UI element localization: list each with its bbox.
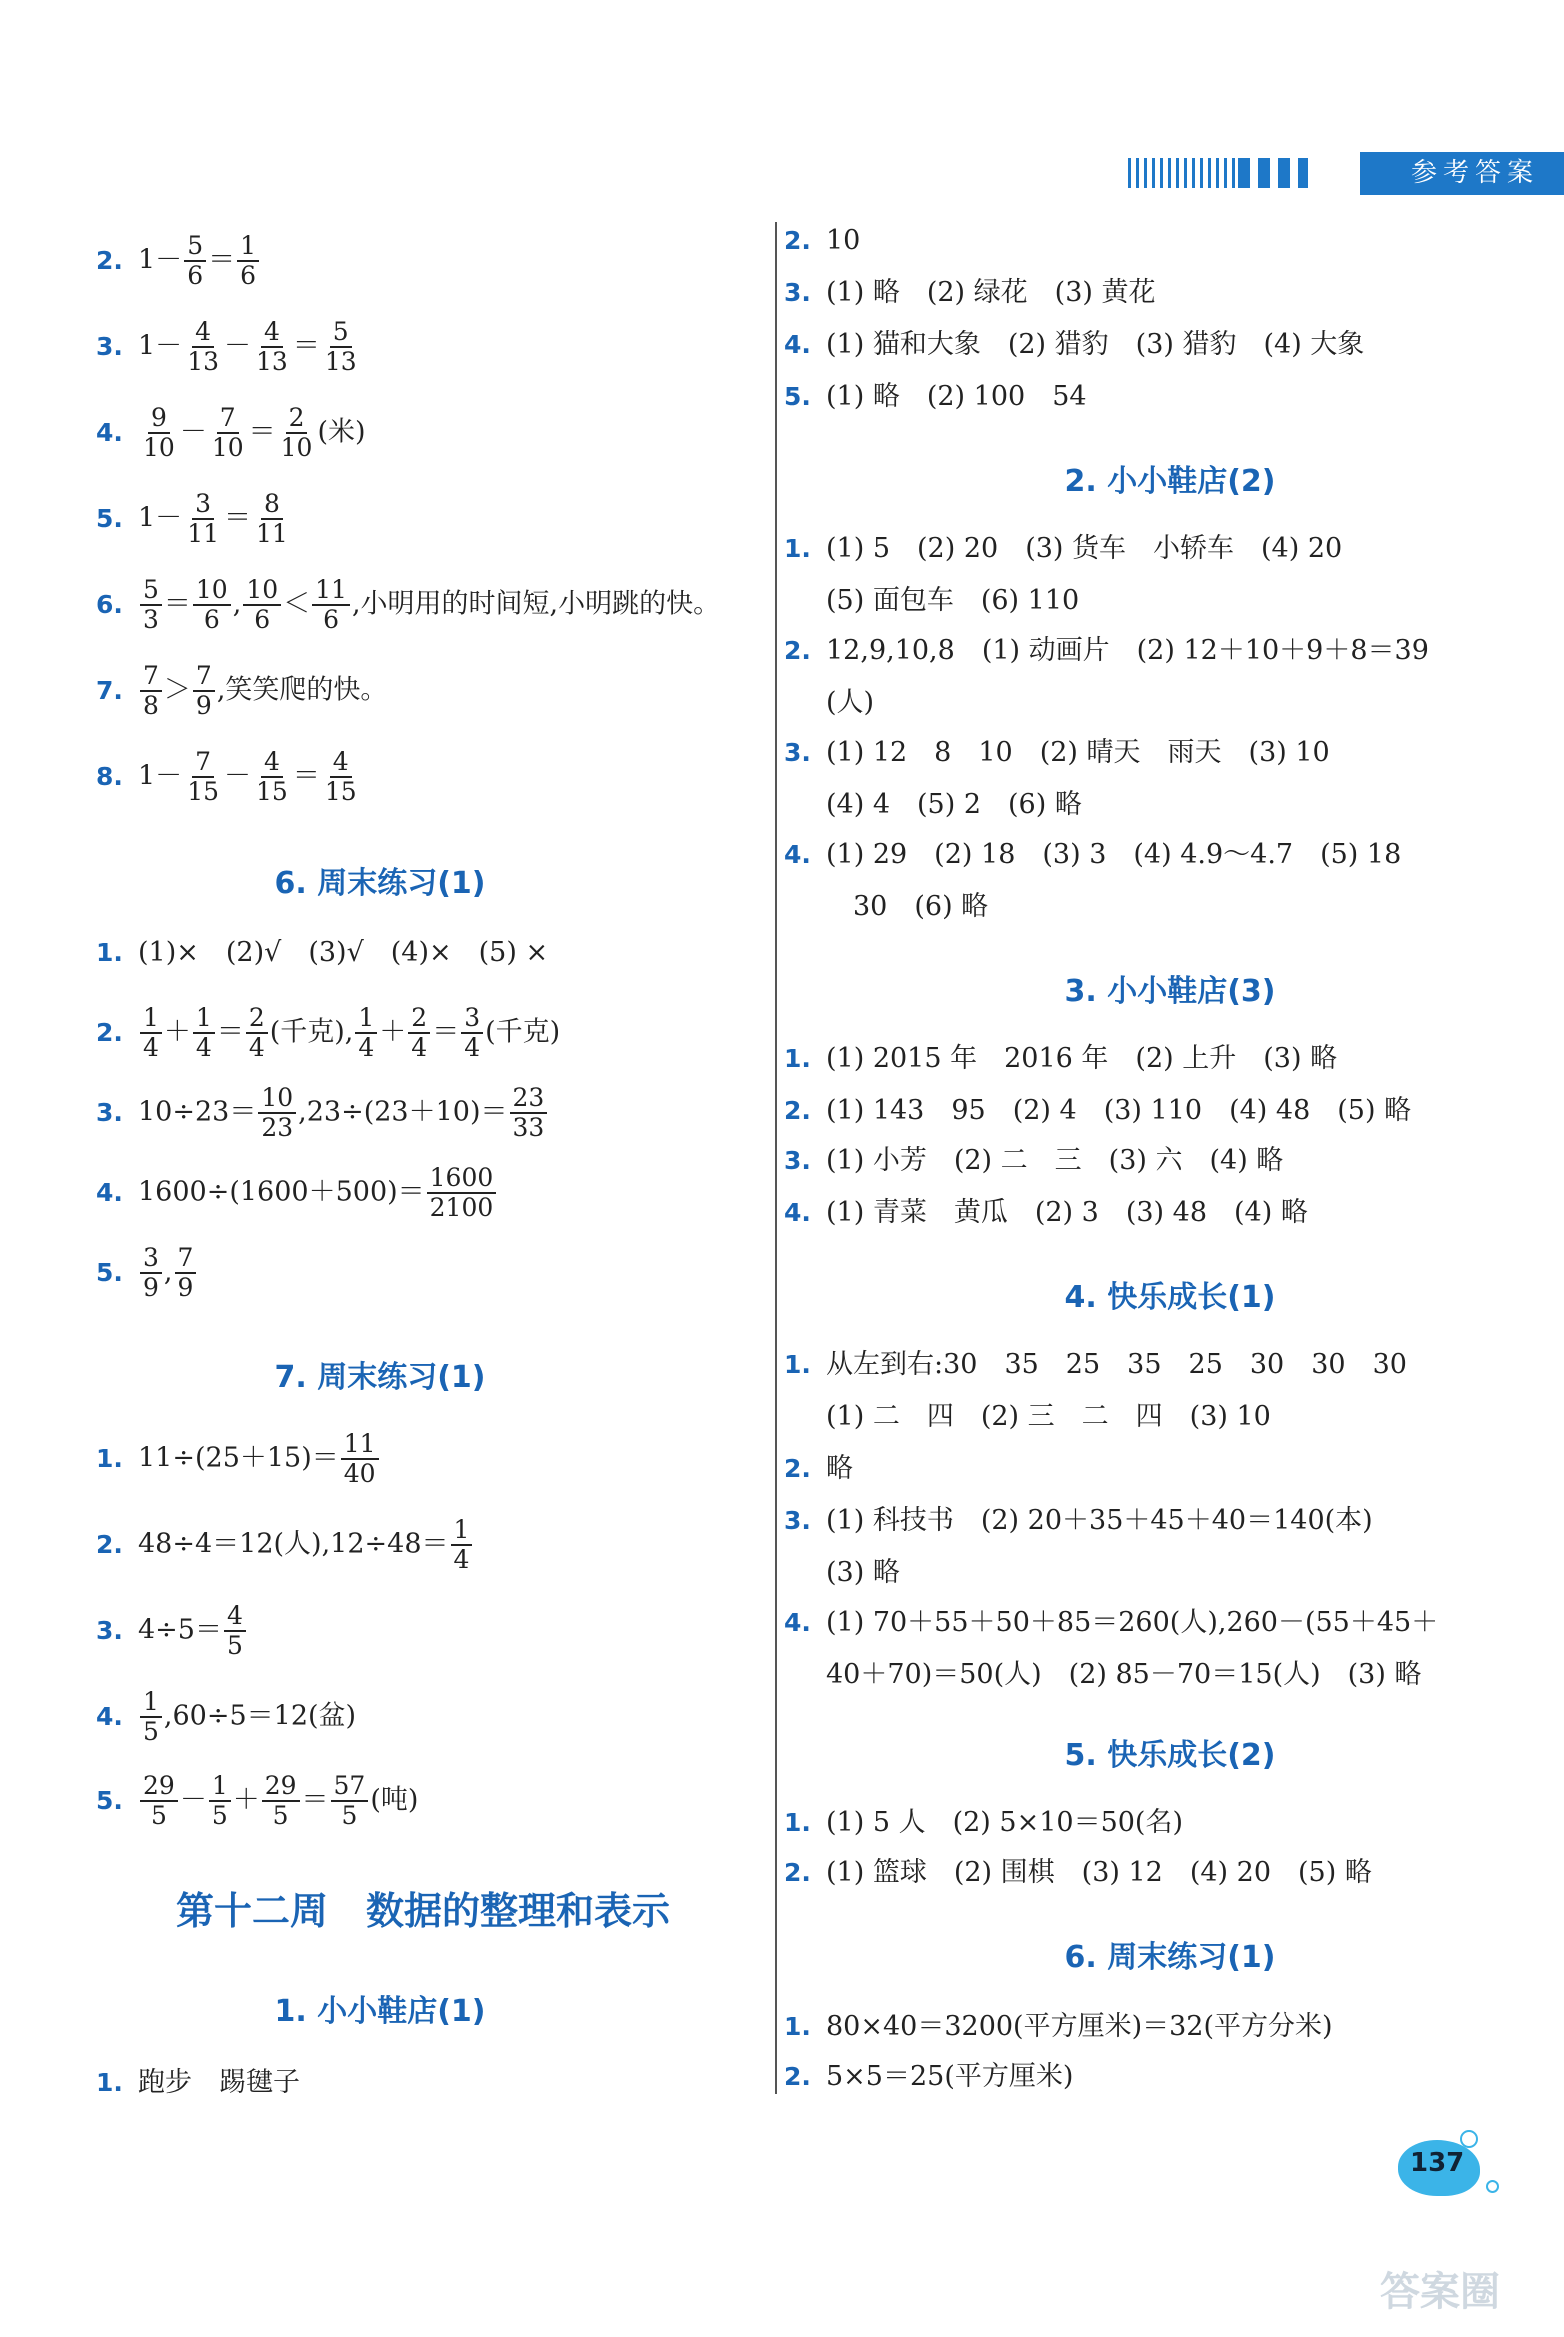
answer-item: 3. 10÷23＝ $\frac{10}{23}$ ,23÷(23＋10)＝ $\frac{23}{33}$ <box>96 1084 549 1142</box>
answer-item: (人) <box>826 687 875 718</box>
page-number-badge <box>1390 2130 1500 2200</box>
answer-item: 3. 4÷5＝ $\frac{4}{5}$ <box>96 1602 248 1660</box>
answer-item: 30 (6) 略 <box>826 891 989 922</box>
answer-item: 40＋70)＝50(人) (2) 85－70＝15(人) (3) 略 <box>826 1659 1422 1690</box>
answer-item: 1. 80×40＝3200(平方厘米)＝32(平方分米) <box>784 2011 1333 2042</box>
header-underline <box>1360 192 1564 195</box>
answer-item: 1. 11÷(25＋15)＝ $\frac{11}{40}$ <box>96 1430 381 1488</box>
page-number: 137 <box>1410 2148 1465 2178</box>
answer-item: 4. $\frac{1}{5}$ ,60÷5＝12(盆) <box>96 1687 357 1746</box>
answer-item: 3. 1－ $\frac{4}{13}$ － $\frac{4}{13}$ ＝ $\frac{5}{13}$ <box>96 317 357 376</box>
answer-item: 1. (1) 2015 年 2016 年 (2) 上升 (3) 略 <box>784 1043 1338 1074</box>
answer-item: 5. $\frac{3}{9}$ , $\frac{7}{9}$ <box>96 1244 198 1302</box>
answer-item: 3. (1) 小芳 (2) 二 三 (3) 六 (4) 略 <box>784 1145 1284 1176</box>
answer-item: 1. (1) 5 人 (2) 5×10＝50(名) <box>784 1807 1183 1838</box>
section-heading: 5. 快乐成长(2) <box>1064 1738 1276 1773</box>
section-heading: 2. 小小鞋店(2) <box>1064 464 1276 499</box>
answer-item: 5. 1－ $\frac{3}{11}$ ＝ $\frac{8}{11}$ <box>96 489 288 548</box>
answer-item: 2. 略 <box>784 1453 853 1484</box>
answer-item: 8. 1－ $\frac{7}{15}$ － $\frac{4}{15}$ ＝ $\frac{4}{15}$ <box>96 747 357 806</box>
chapter-title: 第十二周 数据的整理和表示 <box>176 1888 671 1933</box>
answer-item: 6. $\frac{5}{3}$ ＝ $\frac{10}{6}$ , $\frac{10}{6}$ ＜ $\frac{11}{6}$ ,小明用的时间短,小明跳的快。 <box>96 575 721 634</box>
answer-item: 2. (1) 143 95 (2) 4 (3) 110 (4) 48 (5) 略 <box>784 1095 1412 1126</box>
answer-item: 4. 1600÷(1600＋500)＝ $\frac{1600}{2100}$ <box>96 1164 498 1222</box>
answer-item: 1. 跑步 踢毽子 <box>96 2067 300 2098</box>
answer-item: 1. 从左到右:30 35 25 35 25 30 30 30 <box>784 1349 1407 1380</box>
answer-item: 4. (1) 猫和大象 (2) 猎豹 (3) 猎豹 (4) 大象 <box>784 329 1365 360</box>
answer-item: 5. $\frac{29}{5}$ － $\frac{1}{5}$ ＋ $\frac{29}{5}$ ＝ $\frac{57}{5}$ (吨) <box>96 1771 419 1830</box>
header-blocks <box>1238 158 1308 188</box>
answer-item: (1) 二 四 (2) 三 二 四 (3) 10 <box>826 1401 1271 1432</box>
answer-item: (4) 4 (5) 2 (6) 略 <box>826 789 1082 820</box>
answer-item: (5) 面包车 (6) 110 <box>826 585 1080 616</box>
answer-item: (3) 略 <box>826 1557 900 1588</box>
answer-item: 2. (1) 篮球 (2) 围棋 (3) 12 (4) 20 (5) 略 <box>784 1857 1372 1888</box>
bubble-icon <box>1460 2130 1478 2148</box>
answer-item: 2. 5×5＝25(平方厘米) <box>784 2061 1074 2092</box>
header-bar <box>1128 152 1564 194</box>
section-heading: 3. 小小鞋店(3) <box>1064 974 1276 1009</box>
answer-item: 1. (1)× (2)√ (3)√ (4)× (5) × <box>96 937 549 968</box>
section-heading: 6. 周末练习(1) <box>1064 1940 1276 1975</box>
answer-item: 2. $\frac{1}{4}$ ＋ $\frac{1}{4}$ ＝ $\frac{2}{4}$ (千克), $\frac{1}{4}$ ＋ $\frac{2}{4}$ ＝ $\frac{3}{4}$ (千克) <box>96 1003 561 1062</box>
answer-item: 2. 12,9,10,8 (1) 动画片 (2) 12＋10＋9＋8＝39 <box>784 635 1429 666</box>
column-divider <box>775 222 777 2094</box>
section-heading: 4. 快乐成长(1) <box>1064 1280 1276 1315</box>
header-stripes <box>1128 158 1238 188</box>
answer-item: 5. (1) 略 (2) 100 54 <box>784 381 1087 412</box>
answer-item: 4. (1) 青菜 黄瓜 (2) 3 (3) 48 (4) 略 <box>784 1197 1308 1228</box>
bubble-icon <box>1486 2180 1499 2193</box>
section-heading: 7. 周末练习(1) <box>274 1360 486 1395</box>
answer-item: 4. $\frac{9}{10}$ － $\frac{7}{10}$ ＝ $\frac{2}{10}$ (米) <box>96 403 366 462</box>
section-heading: 1. 小小鞋店(1) <box>274 1994 486 2029</box>
answer-item: 7. $\frac{7}{8}$ ＞ $\frac{7}{9}$ ,笑笑爬的快。 <box>96 661 388 720</box>
answer-item: 3. (1) 12 8 10 (2) 晴天 雨天 (3) 10 <box>784 737 1330 768</box>
answer-item: 1. (1) 5 (2) 20 (3) 货车 小轿车 (4) 20 <box>784 533 1343 564</box>
watermark: 答案圈 <box>1380 2269 1500 2315</box>
answer-item: 4. (1) 70＋55＋50＋85＝260(人),260－(55＋45＋ <box>784 1607 1439 1638</box>
answer-item: 4. (1) 29 (2) 18 (3) 3 (4) 4.9～4.7 (5) 18 <box>784 839 1402 870</box>
answer-item: 3. (1) 科技书 (2) 20＋35＋45＋40＝140(本) <box>784 1505 1373 1536</box>
header-label: 参考答案 <box>1360 152 1564 194</box>
section-heading: 6. 周末练习(1) <box>274 866 486 901</box>
answer-item: 2. 48÷4＝12(人),12÷48＝ $\frac{1}{4}$ <box>96 1516 474 1574</box>
answer-item: 2. 1－ $\frac{5}{6}$ ＝ $\frac{1}{6}$ <box>96 232 261 290</box>
answer-item: 3. (1) 略 (2) 绿花 (3) 黄花 <box>784 277 1156 308</box>
answer-item: 2. 10 <box>784 225 861 256</box>
